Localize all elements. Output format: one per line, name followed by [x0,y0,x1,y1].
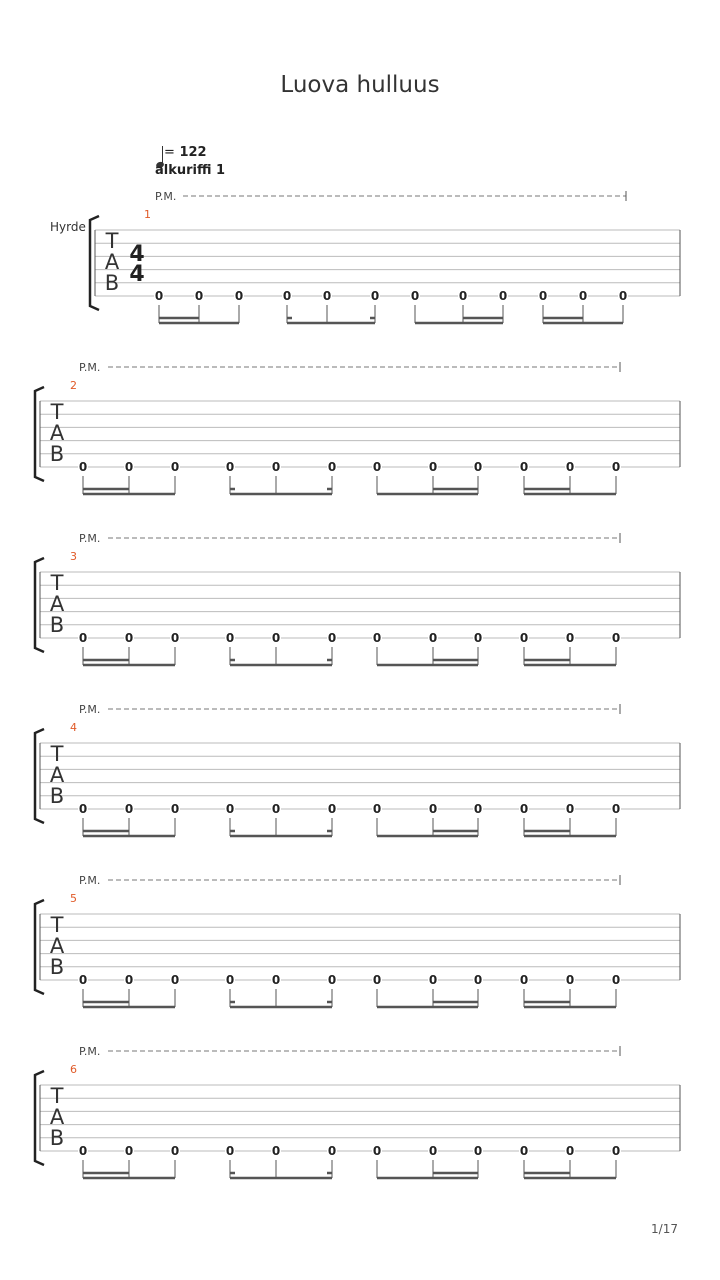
page-indicator: 1/17 [651,1222,678,1236]
palm-mute-label: P.M. [79,874,101,887]
measure-number: 3 [70,550,77,563]
measure-number: 5 [70,892,77,905]
fret-number: 0 [225,631,235,645]
tab-clef-letter: T [50,1084,64,1108]
palm-mute-label: P.M. [155,190,177,203]
tab-system [35,874,680,1007]
fret-number: 0 [154,289,164,303]
fret-number: 0 [271,802,281,816]
tab-clef-letter: T [50,571,64,595]
fret-number: 0 [271,1144,281,1158]
fret-number: 0 [519,460,529,474]
fret-number: 0 [565,973,575,987]
time-signature-top: 4 [129,242,145,267]
fret-number: 0 [170,460,180,474]
fret-number: 0 [225,460,235,474]
fret-number: 0 [428,460,438,474]
fret-number: 0 [519,631,529,645]
tab-system [35,361,680,494]
tab-clef-letter: A [49,1105,65,1129]
fret-number: 0 [372,631,382,645]
fret-number: 0 [565,460,575,474]
fret-number: 0 [410,289,420,303]
tab-clef-letter: B [49,784,65,808]
fret-number: 0 [170,631,180,645]
fret-number: 0 [327,802,337,816]
tab-clef-letter: B [49,955,65,979]
tab-clef-letter: B [49,442,65,466]
palm-mute-label: P.M. [79,361,101,374]
fret-number: 0 [327,973,337,987]
fret-number: 0 [327,631,337,645]
tab-clef-letter: A [49,592,65,616]
measure-number: 2 [70,379,77,392]
fret-number: 0 [124,460,134,474]
tempo-equals: = [164,145,175,160]
fret-number: 0 [194,289,204,303]
fret-number: 0 [370,289,380,303]
fret-number: 0 [372,460,382,474]
fret-number: 0 [428,631,438,645]
fret-number: 0 [611,460,621,474]
fret-number: 0 [372,802,382,816]
tab-system [90,190,680,323]
fret-number: 0 [225,1144,235,1158]
fret-number: 0 [473,460,483,474]
tab-clef-letter: A [49,763,65,787]
fret-number: 0 [78,631,88,645]
tab-clef-letter: A [104,250,120,274]
fret-number: 0 [611,631,621,645]
fret-number: 0 [271,973,281,987]
section-label: alkuriffi 1 [155,163,226,178]
fret-number: 0 [578,289,588,303]
time-signature-bottom: 4 [129,262,145,287]
fret-number: 0 [322,289,332,303]
fret-number: 0 [428,802,438,816]
fret-number: 0 [271,631,281,645]
palm-mute-label: P.M. [79,1045,101,1058]
tab-clef-letter: A [49,421,65,445]
fret-number: 0 [498,289,508,303]
fret-number: 0 [124,802,134,816]
fret-number: 0 [78,802,88,816]
fret-number: 0 [611,1144,621,1158]
tab-clef-letter: B [49,1126,65,1150]
fret-number: 0 [327,460,337,474]
fret-number: 0 [458,289,468,303]
tab-clef-letter: B [49,613,65,637]
fret-number: 0 [519,802,529,816]
fret-number: 0 [124,1144,134,1158]
tab-clef-letter: B [104,271,120,295]
fret-number: 0 [519,1144,529,1158]
fret-number: 0 [611,802,621,816]
fret-number: 0 [282,289,292,303]
palm-mute-label: P.M. [79,703,101,716]
tab-system [35,532,680,665]
fret-number: 0 [473,1144,483,1158]
measure-number: 4 [70,721,77,734]
song-title: Luova hulluus [280,72,440,98]
fret-number: 0 [473,973,483,987]
fret-number: 0 [170,802,180,816]
fret-number: 0 [428,973,438,987]
tab-system [35,703,680,836]
fret-number: 0 [225,802,235,816]
tab-clef-letter: T [105,229,119,253]
fret-number: 0 [565,802,575,816]
fret-number: 0 [78,973,88,987]
tab-system [35,1045,680,1178]
fret-number: 0 [372,973,382,987]
tab-clef-letter: T [50,913,64,937]
fret-number: 0 [611,973,621,987]
tab-clef-letter: T [50,400,64,424]
fret-number: 0 [271,460,281,474]
fret-number: 0 [618,289,628,303]
fret-number: 0 [327,1144,337,1158]
fret-number: 0 [234,289,244,303]
tab-clef-letter: A [49,934,65,958]
fret-number: 0 [473,802,483,816]
measure-number: 1 [144,208,151,221]
fret-number: 0 [78,460,88,474]
fret-number: 0 [428,1144,438,1158]
tempo-bpm: 122 [179,145,207,160]
fret-number: 0 [78,1144,88,1158]
fret-number: 0 [473,631,483,645]
fret-number: 0 [538,289,548,303]
palm-mute-label: P.M. [79,532,101,545]
fret-number: 0 [170,973,180,987]
measure-number: 6 [70,1063,77,1076]
instrument-name: Hyrde [50,220,86,234]
fret-number: 0 [519,973,529,987]
fret-number: 0 [565,1144,575,1158]
fret-number: 0 [225,973,235,987]
fret-number: 0 [170,1144,180,1158]
tab-clef-letter: T [50,742,64,766]
fret-number: 0 [124,973,134,987]
fret-number: 0 [372,1144,382,1158]
fret-number: 0 [565,631,575,645]
fret-number: 0 [124,631,134,645]
